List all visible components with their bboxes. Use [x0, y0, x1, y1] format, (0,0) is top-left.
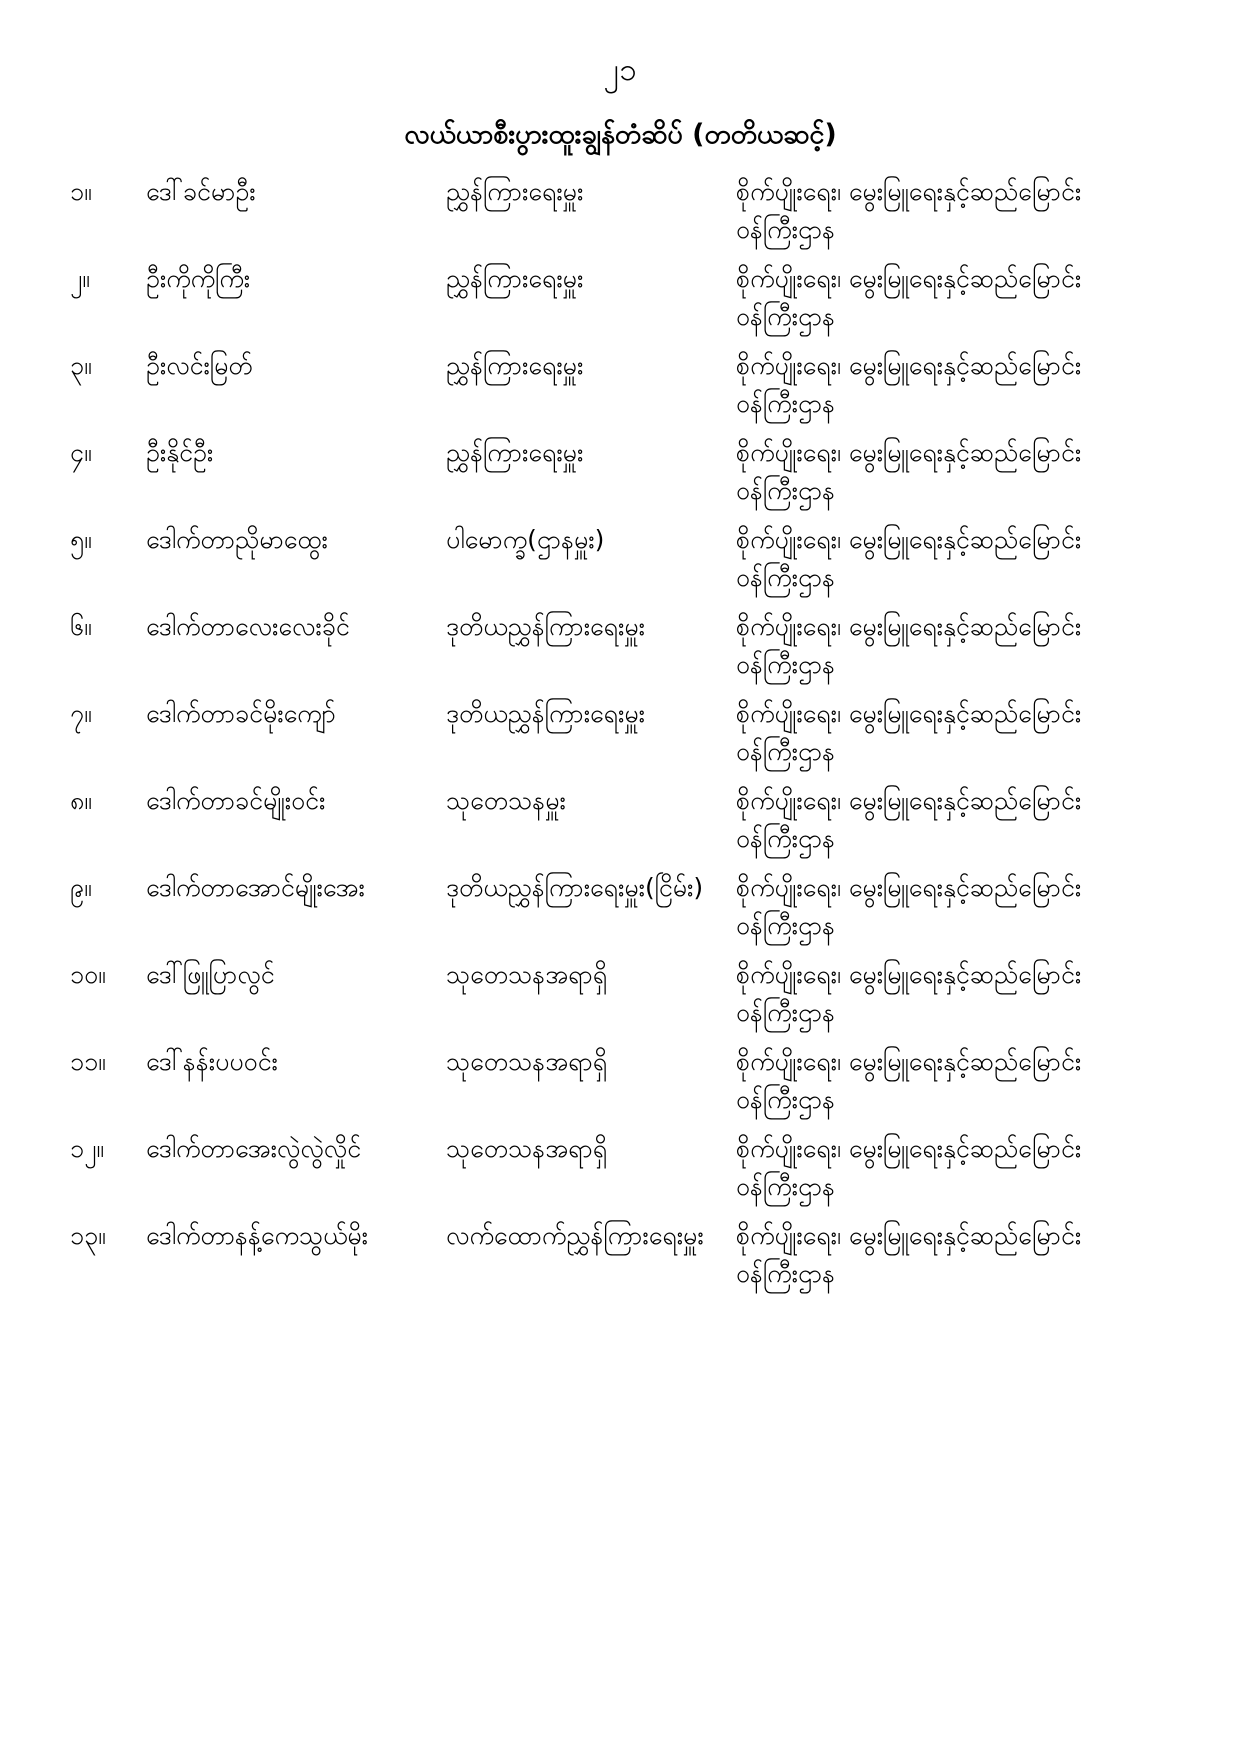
table-row — [70, 603, 1171, 690]
table-row — [70, 342, 1171, 429]
row-ministry-line2: ဝန်ကြီးဌာန — [736, 389, 836, 419]
row-name: ဒေါက်တာခင်မျိုးဝင်း — [146, 786, 326, 816]
row-ministry-line1: စိုက်ပျိုးရေး၊ မွေးမြူရေးနှင့်ဆည်မြောင်း — [736, 351, 1082, 381]
row-ministry — [736, 342, 1171, 429]
row-ministry — [736, 690, 1171, 777]
row-position: ဒုတိယညွှန်ကြားရေးမှူး — [446, 699, 645, 729]
row-ministry-line2: ဝန်ကြီးဌာန — [736, 302, 836, 332]
row-ministry-line2: ဝန်ကြီးဌာန — [736, 1172, 836, 1202]
row-ministry-line2: ဝန်ကြီးဌာန — [736, 998, 836, 1028]
row-index: ၁၃။ — [70, 1221, 106, 1251]
row-ministry — [736, 864, 1171, 951]
row-ministry-line1: စိုက်ပျိုးရေး၊ မွေးမြူရေးနှင့်ဆည်မြောင်း — [736, 873, 1082, 903]
row-position: လက်ထောက်ညွှန်ကြားရေးမှူး — [446, 1221, 704, 1251]
table-row — [70, 690, 1171, 777]
row-index: ၂။ — [70, 264, 90, 294]
row-ministry-line2: ဝန်ကြီးဌာန — [736, 824, 836, 854]
page-number: ၂၁ — [603, 52, 638, 88]
table-row — [70, 255, 1171, 342]
row-ministry-line1: စိုက်ပျိုးရေး၊ မွေးမြူရေးနှင့်ဆည်မြောင်း — [736, 699, 1082, 729]
row-position: ဒုတိယညွှန်ကြားရေးမှူး(ငြိမ်း) — [446, 873, 704, 903]
row-position: သုတေသနအရာရှိ — [446, 960, 608, 990]
row-position: ညွှန်ကြားရေးမှူး — [446, 264, 584, 294]
row-index: ၈။ — [70, 786, 92, 816]
row-name: ဒေါ်ဖြူပြာလွင် — [146, 960, 275, 990]
row-name: ဒေါက်တာညိုမာထွေး — [146, 525, 328, 555]
row-index: ၁၁။ — [70, 1047, 106, 1077]
award-recipients-table — [70, 168, 1171, 1299]
row-name: ဒေါ်နန်းပပဝင်း — [146, 1047, 278, 1077]
row-ministry-line2: ဝန်ကြီးဌာန — [736, 911, 836, 941]
row-ministry-line1: စိုက်ပျိုးရေး၊ မွေးမြူရေးနှင့်ဆည်မြောင်း — [736, 438, 1082, 468]
table-row — [70, 1125, 1171, 1212]
row-position: သုတေသနအရာရှိ — [446, 1134, 608, 1164]
row-ministry — [736, 1212, 1171, 1299]
row-name: ဦးလင်းမြတ် — [146, 351, 253, 381]
row-ministry-line1: စိုက်ပျိုးရေး၊ မွေးမြူရေးနှင့်ဆည်မြောင်း — [736, 1047, 1082, 1077]
row-ministry — [736, 429, 1171, 516]
row-name: ဦးကိုကိုကြီး — [146, 264, 251, 294]
row-position: ဒုတိယညွှန်ကြားရေးမှူး — [446, 612, 645, 642]
row-ministry-line2: ဝန်ကြီးဌာန — [736, 563, 836, 593]
row-ministry-line1: စိုက်ပျိုးရေး၊ မွေးမြူရေးနှင့်ဆည်မြောင်း — [736, 525, 1082, 555]
table-row — [70, 1038, 1171, 1125]
row-position: ပါမောက္ခ(ဌာနမှူး) — [446, 525, 605, 555]
row-position: သုတေသနမှူး — [446, 786, 566, 816]
row-index: ၃။ — [70, 351, 92, 381]
page-title: လယ်ယာစီးပွားထူးချွန်တံဆိပ် (တတိယဆင့်) — [404, 119, 837, 151]
row-ministry — [736, 951, 1171, 1038]
row-ministry — [736, 1038, 1171, 1125]
row-name: ဒေါက်တာခင်မိုးကျော် — [146, 699, 336, 729]
row-index: ၁။ — [70, 177, 92, 207]
row-ministry-line1: စိုက်ပျိုးရေး၊ မွေးမြူရေးနှင့်ဆည်မြောင်း — [736, 177, 1082, 207]
row-name: ဒေါက်တာအေးလွဲလွဲလှိုင် — [146, 1134, 362, 1164]
row-name: ဦးနိုင်ဦး — [146, 438, 214, 468]
row-ministry-line1: စိုက်ပျိုးရေး၊ မွေးမြူရေးနှင့်ဆည်မြောင်း — [736, 960, 1082, 990]
row-ministry — [736, 1125, 1171, 1212]
row-ministry-line2: ဝန်ကြီးဌာန — [736, 737, 836, 767]
row-ministry — [736, 168, 1171, 255]
row-ministry — [736, 516, 1171, 603]
row-ministry-line1: စိုက်ပျိုးရေး၊ မွေးမြူရေးနှင့်ဆည်မြောင်း — [736, 264, 1082, 294]
row-ministry — [736, 777, 1171, 864]
row-ministry-line2: ဝန်ကြီးဌာန — [736, 215, 836, 245]
table-row — [70, 864, 1171, 951]
row-index: ၇။ — [70, 699, 92, 729]
row-ministry — [736, 603, 1171, 690]
row-position: ညွှန်ကြားရေးမှူး — [446, 438, 584, 468]
row-ministry-line2: ဝန်ကြီးဌာန — [736, 476, 836, 506]
row-name: ဒေါ်ခင်မာဦး — [146, 177, 256, 207]
row-index: ၆။ — [70, 612, 92, 642]
table-row — [70, 429, 1171, 516]
row-name: ဒေါက်တာလေးလေးခိုင် — [146, 612, 350, 642]
row-index: ၅။ — [70, 525, 92, 555]
row-ministry-line1: စိုက်ပျိုးရေး၊ မွေးမြူရေးနှင့်ဆည်မြောင်း — [736, 612, 1082, 642]
row-index: ၁၀။ — [70, 960, 106, 990]
row-index: ၁၂။ — [70, 1134, 104, 1164]
table-row — [70, 168, 1171, 255]
row-name: ဒေါက်တာအောင်မျိုးအေး — [146, 873, 365, 903]
table-row — [70, 951, 1171, 1038]
table-row — [70, 777, 1171, 864]
row-ministry-line2: ဝန်ကြီးဌာန — [736, 1259, 836, 1289]
row-name: ဒေါက်တာနန့်ကေသွယ်မိုး — [146, 1221, 369, 1251]
row-ministry — [736, 255, 1171, 342]
row-ministry-line1: စိုက်ပျိုးရေး၊ မွေးမြူရေးနှင့်ဆည်မြောင်း — [736, 786, 1082, 816]
row-ministry-line2: ဝန်ကြီးဌာန — [736, 1085, 836, 1115]
table-row — [70, 516, 1171, 603]
row-position: သုတေသနအရာရှိ — [446, 1047, 608, 1077]
row-ministry-line1: စိုက်ပျိုးရေး၊ မွေးမြူရေးနှင့်ဆည်မြောင်း — [736, 1134, 1082, 1164]
row-index: ၉။ — [70, 873, 92, 903]
row-index: ၄။ — [70, 438, 92, 468]
row-position: ညွှန်ကြားရေးမှူး — [446, 177, 584, 207]
row-ministry-line1: စိုက်ပျိုးရေး၊ မွေးမြူရေးနှင့်ဆည်မြောင်း — [736, 1221, 1082, 1251]
table-row — [70, 1212, 1171, 1299]
row-ministry-line2: ဝန်ကြီးဌာန — [736, 650, 836, 680]
row-position: ညွှန်ကြားရေးမှူး — [446, 351, 584, 381]
